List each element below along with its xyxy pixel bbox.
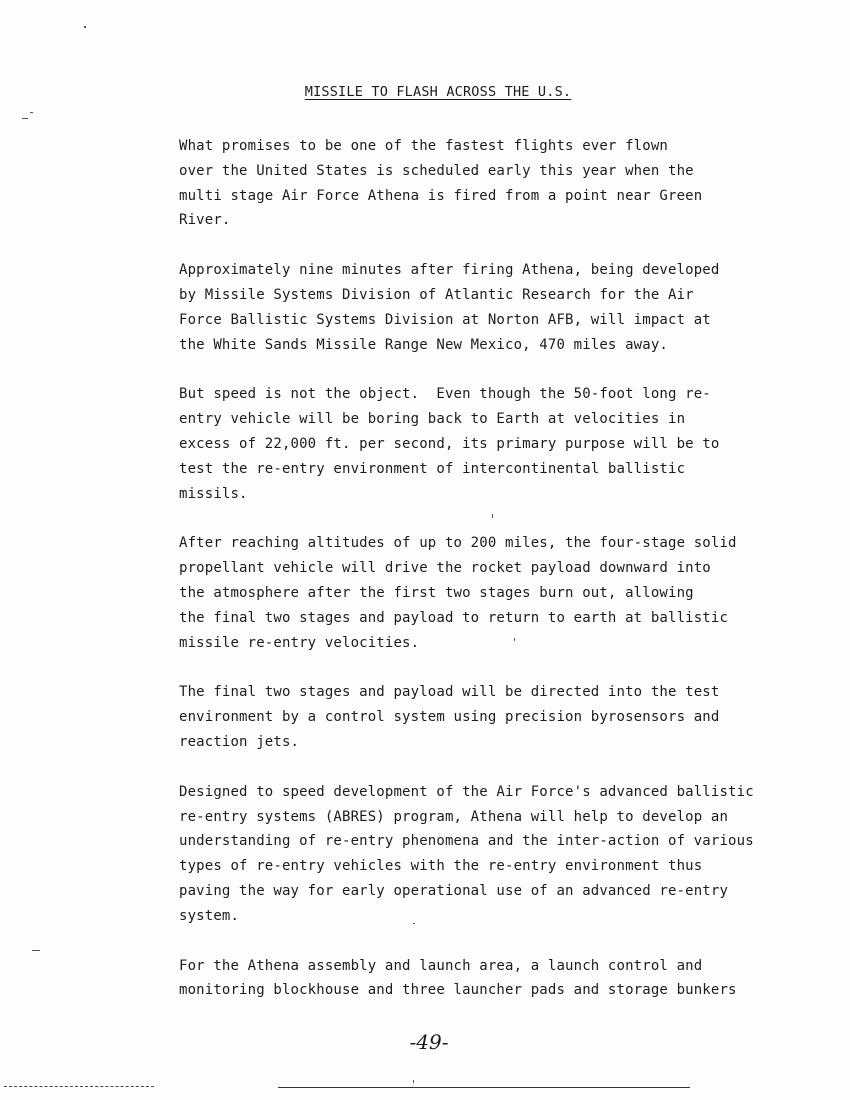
scan-speck [514, 638, 515, 641]
text-line: But speed is not the object. Even though the 50-foot long re- [179, 386, 711, 403]
paragraph-3 [179, 382, 779, 506]
article-body [179, 134, 779, 1028]
scan-speck [30, 112, 33, 113]
text-line: missile re-entry velocities. [179, 634, 420, 651]
text-line: Force Ballistic Systems Division at Norton AFB, will impact at [179, 311, 711, 328]
paragraph-4 [179, 531, 779, 655]
text-line: environment by a control system using precision byrosensors and [179, 709, 720, 726]
paragraph-6 [179, 780, 779, 929]
text-line: missils. [179, 485, 248, 502]
scan-speck [84, 26, 86, 28]
text-line: Approximately nine minutes after firing Athena, being developed [179, 262, 720, 279]
text-line: After reaching altitudes of up to 200 miles, the four-stage solid [179, 535, 737, 552]
text-line: re-entry systems (ABRES) program, Athena will help to develop an [179, 808, 729, 825]
text-line: excess of 22,000 ft. per second, its primary purpose will be to [179, 435, 720, 452]
text-line: by Missile Systems Division of Atlantic Research for the Air [179, 286, 694, 303]
text-line: River. [179, 212, 231, 229]
scan-edge-line [4, 1086, 154, 1087]
paragraph-2 [179, 258, 779, 357]
text-line: the White Sands Missile Range New Mexico, 470 miles away. [179, 336, 668, 353]
text-line: paving the way for early operational use of an advanced re-entry [179, 882, 729, 899]
text-line: system. [179, 907, 240, 924]
text-line: entry vehicle will be boring back to Earth at velocities in [179, 411, 686, 428]
text-line: reaction jets. [179, 733, 300, 750]
text-line: multi stage Air Force Athena is fired from a point near Green [179, 187, 703, 204]
scan-speck [413, 1080, 414, 1083]
text-line: types of re-entry vehicles with the re-entry environment thus [179, 858, 703, 875]
paragraph-7 [179, 954, 779, 1004]
page-title: MISSILE TO FLASH ACROSS THE U.S. [304, 84, 572, 100]
page-number: -49- [409, 1030, 449, 1054]
text-line: the atmosphere after the first two stages burn out, allowing [179, 584, 694, 601]
text-line: propellant vehicle will drive the rocket payload downward into [179, 560, 711, 577]
paragraph-5 [179, 680, 779, 754]
scan-speck [22, 118, 28, 119]
scan-speck [413, 923, 415, 924]
scan-speck [32, 950, 40, 951]
text-line: monitoring blockhouse and three launcher pads and storage bunkers [179, 982, 737, 999]
text-line: test the re-entry environment of intercontinental ballistic [179, 460, 686, 477]
text-line: Designed to speed development of the Air Force's advanced ballistic [179, 783, 754, 800]
text-line: What promises to be one of the fastest flights ever flown [179, 138, 668, 154]
scan-speck [492, 514, 493, 518]
text-line: over the United States is scheduled early this year when the [179, 162, 694, 179]
text-line: The final two stages and payload will be directed into the test [179, 684, 720, 701]
text-line: the final two stages and payload to return to earth at ballistic [179, 609, 729, 626]
paragraph-1 [179, 134, 779, 233]
scan-edge-line [278, 1087, 690, 1088]
text-line: understanding of re-entry phenomena and the inter-action of various [179, 833, 754, 850]
text-line: For the Athena assembly and launch area, a launch control and [179, 957, 703, 974]
